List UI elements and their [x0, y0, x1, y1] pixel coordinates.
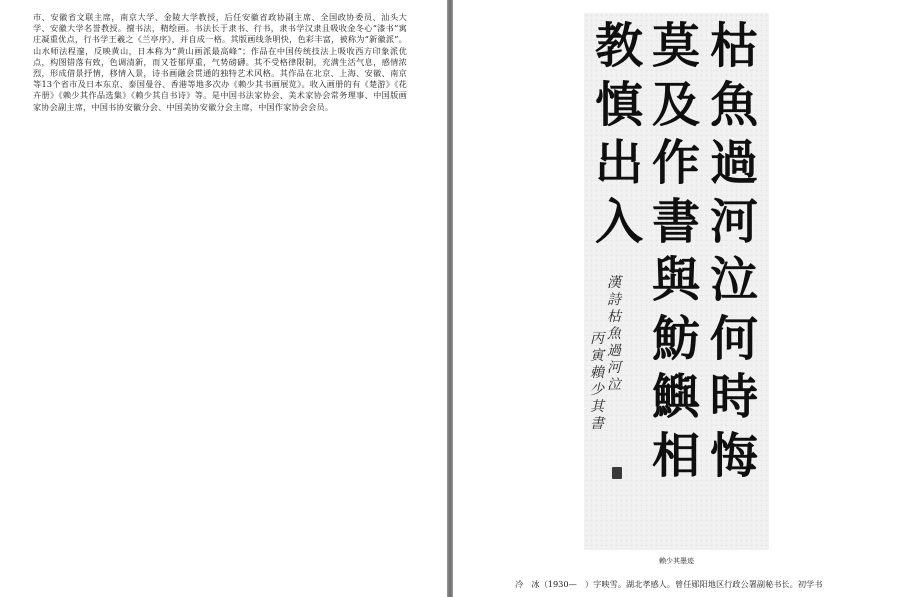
calligraphy-char: 河 [709, 193, 758, 250]
left-page [0, 0, 447, 597]
calligraphy-char: 時 [709, 369, 758, 425]
calligraphy-char: 作 [651, 135, 700, 191]
calligraphy-char: 莫 [651, 18, 700, 74]
calligraphy-char: 慎 [594, 76, 643, 133]
inscription-char: 魚 [607, 326, 621, 342]
calligraphy-artwork [584, 13, 769, 550]
calligraphy-char: 入 [594, 193, 643, 250]
inscription-char: 其 [590, 399, 604, 415]
calligraphy-char: 相 [651, 427, 700, 484]
calligraphy-char: 及 [651, 76, 700, 133]
right-page [453, 0, 899, 597]
calligraphy-char: 泣 [709, 252, 758, 308]
biography-start-line: 冷 冰（1930— ）字映雪。湖北孝感人。曾任郧阳地区行政公署副秘书长。初学书 [515, 579, 823, 589]
calligraphy-char: 枯 [709, 18, 758, 74]
calligraphy-char: 過 [709, 135, 758, 191]
biography-paragraph: 市、安徽省文联主席，南京大学、金陵大学教授，后任安徽省政协副主席、全国政协委员、汕头大学、安徽大学名誉教授。擅书法，精绘画。书法长于隶书、行书，隶书学汉隶且吸收金冬心“漆书”寓庄凝重优点，行书学王羲之《兰亭序》，并自成一格。其版画线条明快，色彩丰富，被称为“新徽派”。山水师法程邃，反映黄山，日本称为“黄山画派最高峰”；作品在中国传统技法上吸收西方印象派优点，构图错落有致，色调清新，而又苍郁厚重，气势磅礴。其不受格律限制，充满生活气息，感情浓烈，形成借景抒情，移情入景，诗书画融会贯通的独特艺术风格。其作品在北京、上海、安徽、南京等13个省市及日本东京、泰国曼谷、香港等地多次办《赖少其书画展览》。收入画册的有《楚游》《花卉册》《赖少其作品选集》《赖少其自书诗》等。是中国书法家协会、美术家协会常务理事、中国版画家协会副主席，中国书协安徽分会、中国美协安徽分会主席，中国作家协会会员。 [33, 12, 407, 112]
inscription-char: 丙 [590, 331, 604, 347]
inscription-column-1 [606, 275, 622, 394]
calligraphy-column-1 [704, 17, 764, 485]
inscription-char: 少 [590, 382, 604, 398]
inscription-char: 詩 [607, 292, 621, 308]
calligraphy-char: 鱮 [651, 369, 700, 425]
calligraphy-char: 何 [709, 310, 758, 367]
calligraphy-char: 魴 [651, 310, 700, 367]
inscription-column-2 [589, 331, 605, 433]
calligraphy-char: 書 [651, 193, 700, 250]
calligraphy-char: 出 [594, 135, 643, 191]
artist-seal [612, 467, 622, 479]
calligraphy-char: 與 [651, 252, 700, 308]
inscription-char: 書 [590, 416, 604, 432]
inscription-char: 賴 [590, 365, 604, 381]
calligraphy-char: 教 [594, 18, 643, 74]
inscription-char: 寅 [590, 348, 604, 364]
calligraphy-char: 魚 [709, 76, 758, 133]
inscription-char: 枯 [607, 309, 621, 325]
calligraphy-column-3 [589, 17, 649, 251]
inscription-char: 河 [607, 360, 621, 376]
inscription-char: 泣 [607, 377, 621, 393]
artwork-caption: 赖少其墨迹 [659, 557, 694, 565]
inscription-char: 過 [607, 343, 621, 359]
calligraphy-char: 悔 [709, 427, 758, 484]
calligraphy-column-2 [646, 17, 706, 485]
inscription-char: 漢 [607, 275, 621, 291]
